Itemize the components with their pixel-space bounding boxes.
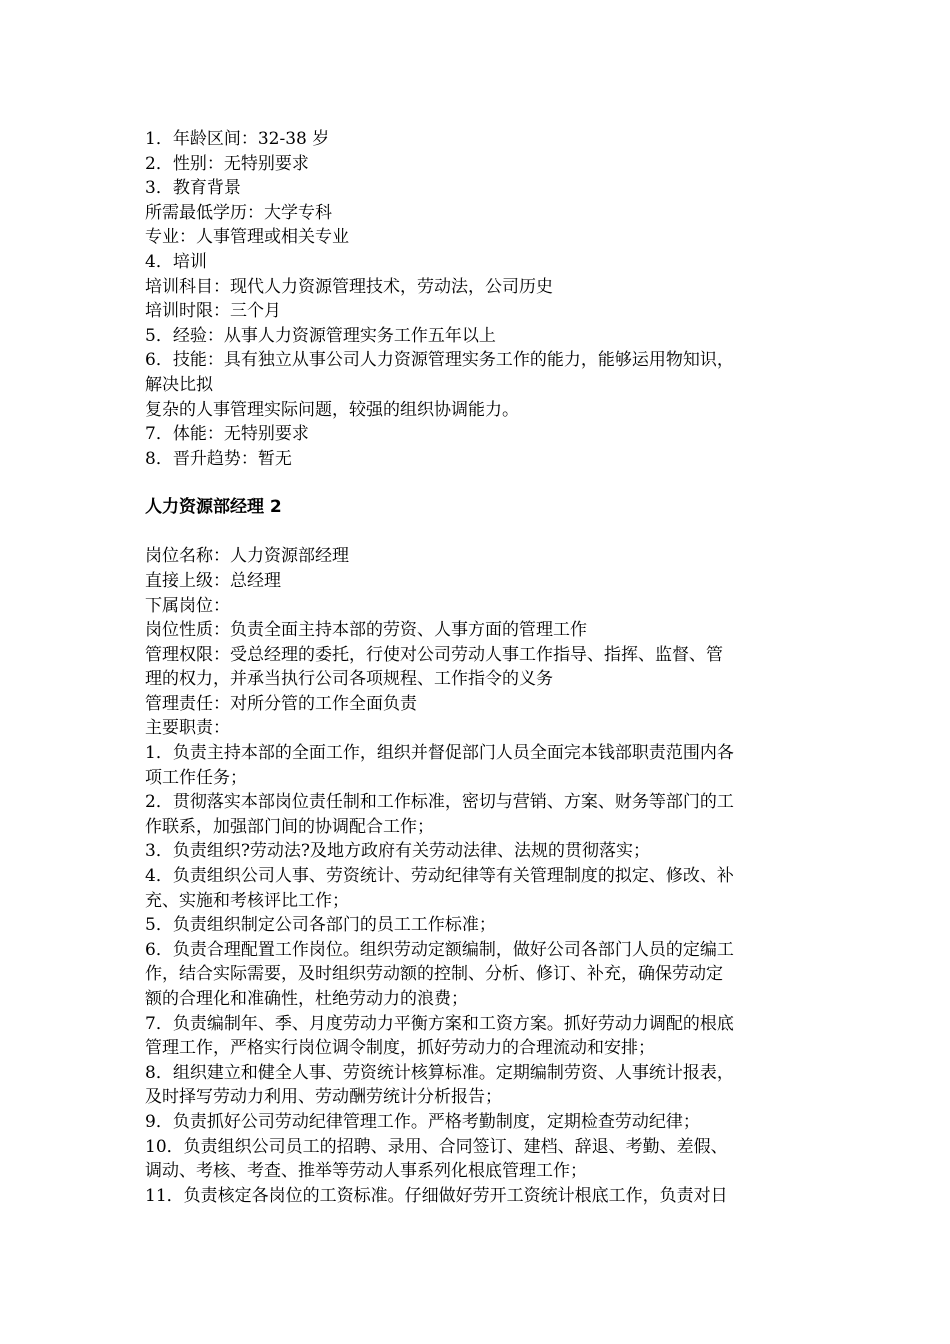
text-line: 6．负责合理配置工作岗位。组织劳动定额编制，做好公司各部门人员的定编工 xyxy=(145,939,734,960)
requirements-list xyxy=(145,127,815,471)
text-line: 专业：人事管理或相关专业 xyxy=(145,227,349,248)
text-line: 下属岗位： xyxy=(145,595,230,616)
text-line: 8．晋升趋势：暂无 xyxy=(145,448,292,469)
document-page xyxy=(145,127,815,1208)
text-line: 直接上级：总经理 xyxy=(145,570,281,591)
text-line: 管理责任：对所分管的工作全面负责 xyxy=(145,693,417,714)
text-line: 充、实施和考核评比工作； xyxy=(145,890,349,911)
text-line: 3．负责组织?劳动法?及地方政府有关劳动法律、法规的贯彻落实； xyxy=(145,841,651,862)
text-line: 调动、考核、考查、推举等劳动人事系列化根底管理工作； xyxy=(145,1161,587,1182)
text-line: 5．经验：从事人力资源管理实务工作五年以上 xyxy=(145,325,496,346)
text-line: 复杂的人事管理实际问题，较强的组织协调能力。 xyxy=(145,399,519,420)
text-line: 4．培训 xyxy=(145,251,207,272)
text-line: 及时择写劳动力利用、劳动酬劳统计分析报告； xyxy=(145,1087,502,1108)
text-line: 所需最低学历：大学专科 xyxy=(145,202,332,223)
text-line: 5．负责组织制定公司各部门的员工工作标准； xyxy=(145,915,496,936)
text-line: 1．负责主持本部的全面工作，组织并督促部门人员全面完本钱部职责范围内各 xyxy=(145,743,734,764)
text-line: 管理权限：受总经理的委托，行使对公司劳动人事工作指导、指挥、监督、管 xyxy=(145,644,723,665)
text-line: 管理工作，严格实行岗位调令制度，抓好劳动力的合理流动和安排； xyxy=(145,1038,655,1059)
text-line: 培训科目：现代人力资源管理技术，劳动法，公司历史 xyxy=(145,276,553,297)
text-line: 6．技能：具有独立从事公司人力资源管理实务工作的能力，能够运用物知识， xyxy=(145,350,734,371)
text-line: 11．负责核定各岗位的工资标准。仔细做好劳开工资统计根底工作，负责对日 xyxy=(145,1185,728,1206)
text-line: 主要职责： xyxy=(145,718,230,739)
text-line: 2．性别：无特别要求 xyxy=(145,153,309,174)
text-line: 岗位名称：人力资源部经理 xyxy=(145,546,349,567)
text-line: 7．体能：无特别要求 xyxy=(145,424,309,445)
text-line: 岗位性质：负责全面主持本部的劳资、人事方面的管理工作 xyxy=(145,620,587,641)
text-line: 作，结合实际需要，及时组织劳动额的控制、分析、修订、补充，确保劳动定 xyxy=(145,964,723,985)
text-line: 作联系，加强部门间的协调配合工作； xyxy=(145,816,434,837)
section-heading: 人力资源部经理 2 xyxy=(145,497,282,518)
text-line: 额的合理化和准确性，杜绝劳动力的浪费； xyxy=(145,989,468,1009)
text-line: 8．组织建立和健全人事、劳资统计核算标准。定期编制劳资、人事统计报表， xyxy=(145,1062,734,1083)
job-description xyxy=(145,544,815,1208)
text-line: 理的权力，并承当执行公司各项规程、工作指令的义务 xyxy=(145,669,553,690)
text-line: 项工作任务； xyxy=(145,767,247,788)
text-line: 3．教育背景 xyxy=(145,178,241,199)
text-line: 培训时限：三个月 xyxy=(145,301,281,322)
text-line: 4．负责组织公司人事、劳资统计、劳动纪律等有关管理制度的拟定、修改、补 xyxy=(145,866,734,887)
text-line: 2．贯彻落实本部岗位责任制和工作标准，密切与营销、方案、财务等部门的工 xyxy=(145,792,734,813)
text-line: 解决比拟 xyxy=(145,374,213,395)
text-line: 9．负责抓好公司劳动纪律管理工作。严格考勤制度，定期检查劳动纪律； xyxy=(145,1111,700,1132)
text-line: 1．年龄区间：32-38 岁 xyxy=(145,129,330,149)
text-line: 7．负责编制年、季、月度劳动力平衡方案和工资方案。抓好劳动力调配的根底 xyxy=(145,1013,734,1034)
text-line: 10．负责组织公司员工的招聘、录用、合同签订、建档、辞退、考勤、差假、 xyxy=(145,1136,728,1157)
